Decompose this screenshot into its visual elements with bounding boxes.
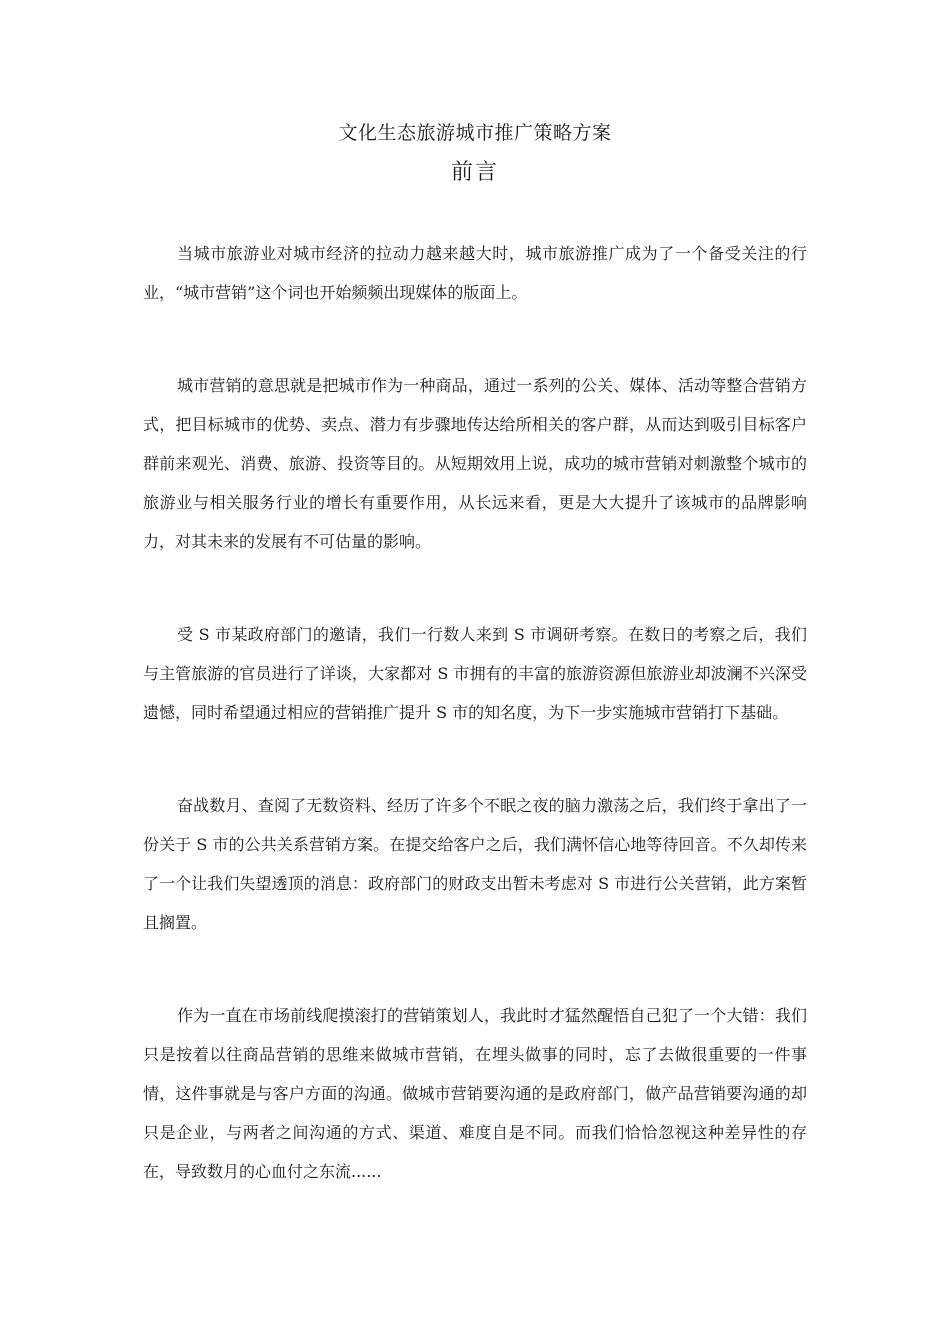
section-heading-preface: 前言 [450, 160, 499, 185]
document-page [143, 118, 807, 1245]
paragraph: 城市营销的意思就是把城市作为一种商品，通过一系列的公关、媒体、活动等整合营销方式，把目标城市的优势、卖点、潜力有步骤地传达给所相关的客户群，从而达到吸引目标客户群前来观光、消费、旅游、投资等目的。从短期效用上说，成功的城市营销对刺激整个城市的旅游业与相关服务行业的增长有重要作用，从长远来看，更是大大提升了该城市的品牌影响力，对其未来的发展有不可估量的影响。 [143, 376, 807, 551]
paragraph: 受 S 市某政府部门的邀请，我们一行数人来到 S 市调研考察。在数日的考察之后，我们与主管旅游的官员进行了详谈，大家都对 S 市拥有的丰富的旅游资源但旅游业却波澜不兴深受遗憾，同时希望通过相应的营销推广提升 S 市的知名度，为下一步实施城市营销打下基础。 [143, 625, 807, 722]
paragraph: 奋战数月、查阅了无数资料、经历了许多个不眠之夜的脑力激荡之后，我们终于拿出了一份关于 S 市的公共关系营销方案。在提交给客户之后，我们满怀信心地等待回音。不久却传来了一个让我们失望透顶的消息：政府部门的财政支出暂未考虑对 S 市进行公关营销，此方案暂且搁置。 [143, 796, 807, 932]
paragraph: 当城市旅游业对城市经济的拉动力越来越大时，城市旅游推广成为了一个备受关注的行业，“城市营销”这个词也开始频频出现媒体的版面上。 [143, 244, 807, 302]
document-body [143, 234, 807, 1191]
paragraph: 作为一直在市场前线爬摸滚打的营销策划人，我此时才猛然醒悟自己犯了一个大错：我们只是按着以往商品营销的思维来做城市营销，在埋头做事的同时，忘了去做很重要的一件事情，这件事就是与客户方面的沟通。做城市营销要沟通的是政府部门，做产品营销要沟通的却只是企业，与两者之间沟通的方式、渠道、难度自是不同。而我们恰恰忽视这种差异性的存在，导致数月的心血付之东流...... [143, 1006, 807, 1181]
document-title: 文化生态旅游城市推广策略方案 [338, 122, 612, 144]
